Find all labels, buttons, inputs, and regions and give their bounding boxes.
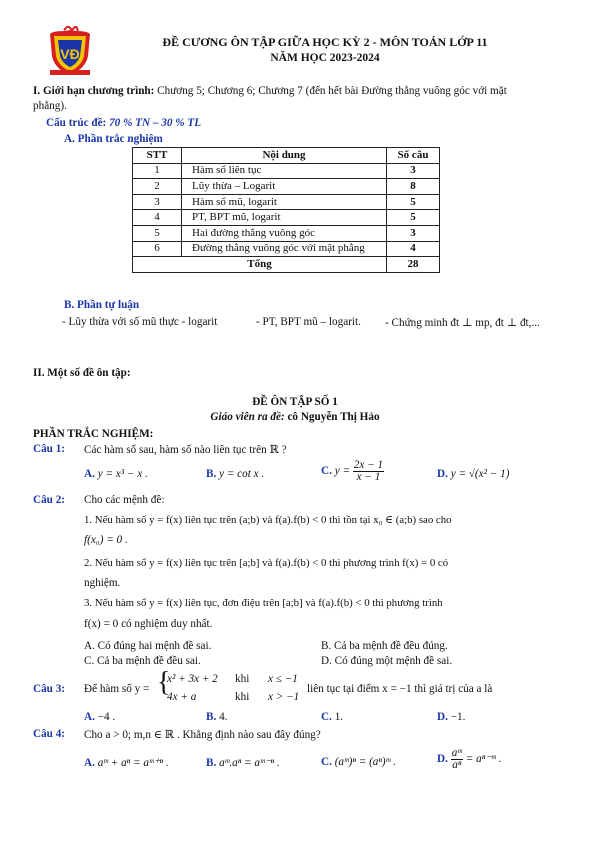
row-content: Hàm số liên tục xyxy=(182,163,387,179)
q2-option-a: A. Có đúng hai mệnh đề sai. xyxy=(84,640,212,652)
section-2-heading: II. Một số đề ôn tập: xyxy=(33,367,131,379)
q1-option-d: D. y = √(x² − 1) xyxy=(437,468,510,480)
part-b-heading: B. Phần tự luận xyxy=(64,299,140,311)
section-1-intro xyxy=(33,85,563,97)
section-1-text-cont: phẳng). xyxy=(33,100,67,112)
row-content: Hai đường thẳng vuông góc xyxy=(182,225,387,241)
structure-line xyxy=(46,117,201,129)
table-row xyxy=(133,241,440,257)
total-value: 28 xyxy=(387,257,440,273)
table-total-row xyxy=(133,257,440,273)
q3-case2-expr: 4x + a xyxy=(167,691,197,703)
school-logo xyxy=(44,26,96,78)
header-content: Nội dung xyxy=(182,148,387,164)
q2-statement-2: 2. Nếu hàm số y = f(x) liên tục trên [a;b] và f(a).f(b) < 0 thì phương trình f(x) = 0 có xyxy=(84,557,449,569)
section-1-text: Chương 5; Chương 6; Chương 7 (đến hết bài Đường thẳng vuông góc với mặt xyxy=(154,85,507,97)
document-year: NĂM HỌC 2023-2024 xyxy=(270,52,380,64)
row-content: Lũy thừa – Logarit xyxy=(182,179,387,195)
q4-option-c: C. (aᵐ)ⁿ = (aⁿ)ᵐ . xyxy=(321,756,396,768)
q4-option-a: A. aᵐ + aⁿ = aᵐ⁺ⁿ . xyxy=(84,757,169,769)
q2-label: Câu 2: xyxy=(33,494,66,506)
essay-item-2: - PT, BPT mũ – logarit. xyxy=(256,316,361,328)
row-stt: 1 xyxy=(133,163,182,179)
exam-title: ĐỀ ÔN TẬP SỐ 1 xyxy=(252,396,338,408)
school-logo-graphic xyxy=(44,26,96,78)
row-stt: 4 xyxy=(133,210,182,226)
table-row xyxy=(133,163,440,179)
mc-topics-table xyxy=(132,147,440,273)
q1-c-fraction: $\frac{2x - 1}{x - 1}$ xyxy=(353,459,384,483)
row-stt: 3 xyxy=(133,194,182,210)
q3-case1-word: khi xyxy=(235,673,250,685)
q3-prefix: Để hàm số y = xyxy=(84,683,150,695)
table-row xyxy=(133,225,440,241)
row-count: 5 xyxy=(387,194,440,210)
q4-d-fraction: $\frac{\text{aᵐ}}{\text{aⁿ}}$ xyxy=(451,747,462,771)
q2-statement-1: 1. Nếu hàm số y = f(x) liên tục trên (a;b) và f(a).f(b) < 0 thì tồn tại x₀ ∈ (a;b) sao cho xyxy=(84,514,452,526)
section-1-heading: I. Giới hạn chương trình: xyxy=(33,85,155,97)
q2-option-b: B. Cả ba mệnh đề đều đúng. xyxy=(321,640,448,652)
row-count: 4 xyxy=(387,241,440,257)
q2-option-d: D. Có đúng một mệnh đề sai. xyxy=(321,655,453,667)
table-row xyxy=(133,179,440,195)
teacher-name: cô Nguyễn Thị Hảo xyxy=(284,411,380,423)
table-header-row xyxy=(133,148,440,164)
table-row xyxy=(133,194,440,210)
teacher-line xyxy=(150,411,440,423)
q1-text: Các hàm số sau, hàm số nào liên tục trên ℝ ? xyxy=(84,444,287,456)
q3-option-a: A. −4 . xyxy=(84,711,116,723)
q3-option-d: D. −1. xyxy=(437,711,466,723)
header-count: Số câu xyxy=(387,148,440,164)
q3-suffix: liên tục tại điểm x = −1 thì giá trị của a là xyxy=(307,683,493,695)
q3-case1-cond: x ≤ −1 xyxy=(268,673,298,685)
row-stt: 6 xyxy=(133,241,182,257)
document-title: ĐỀ CƯƠNG ÔN TẬP GIỮA HỌC KỲ 2 - MÔN TOÁN LỚP 11 xyxy=(162,35,488,49)
q3-case2-cond: x > −1 xyxy=(268,691,300,703)
q2-text: Cho các mệnh đề: xyxy=(84,494,165,506)
part-a-heading: A. Phần trắc nghiệm xyxy=(64,133,163,145)
table-row xyxy=(133,210,440,226)
row-count: 8 xyxy=(387,179,440,195)
logo-text: VĐ xyxy=(60,46,80,62)
q3-case2-word: khi xyxy=(235,691,250,703)
q4-option-d: D. $\frac{\text{aᵐ}}{\text{aⁿ}}$ = aⁿ⁻ᵐ . xyxy=(437,747,502,771)
row-stt: 5 xyxy=(133,225,182,241)
row-count: 3 xyxy=(387,163,440,179)
row-content: Hàm số mũ, logarit xyxy=(182,194,387,210)
q1-label: Câu 1: xyxy=(33,443,66,455)
q2-statement-3: 3. Nếu hàm số y = f(x) liên tục, đơn điệu trên [a;b] và f(a).f(b) < 0 thì phương trình xyxy=(84,597,443,609)
row-count: 5 xyxy=(387,210,440,226)
structure-label: Cấu trúc đề: xyxy=(46,117,107,129)
q2-option-c: C. Cả ba mệnh đề đều sai. xyxy=(84,655,201,667)
q3-label: Câu 3: xyxy=(33,683,66,695)
q3-option-b: B. 4. xyxy=(206,711,228,723)
row-content: PT, BPT mũ, logarit xyxy=(182,210,387,226)
q3-brace: { xyxy=(157,667,171,698)
q1-option-c: C. y = $\frac{2x - 1}{x - 1}$ xyxy=(321,459,384,483)
header-stt: STT xyxy=(133,148,182,164)
essay-item-3: - Chứng minh đt ⊥ mp, đt ⊥ đt,... xyxy=(385,317,540,329)
q3-case1-expr: x² + 3x + 2 xyxy=(167,673,218,685)
mc-heading: PHẦN TRẮC NGHIỆM: xyxy=(33,428,154,440)
q3-option-c: C. 1. xyxy=(321,711,344,723)
row-count: 3 xyxy=(387,225,440,241)
row-content: Đường thẳng vuông góc với mặt phẳng xyxy=(182,241,387,257)
q2-statement-1-cont: f(x₀) = 0 . xyxy=(84,534,128,546)
q1-option-a: A. y = x³ − x . xyxy=(84,468,148,480)
q2-statement-3-cont: f(x) = 0 có nghiệm duy nhất. xyxy=(84,618,213,630)
q4-text: Cho a > 0; m,n ∈ ℝ . Khẳng định nào sau đây đúng? xyxy=(84,729,321,741)
q1-option-b: B. y = cot x . xyxy=(206,468,265,480)
q4-option-b: B. aᵐ.aⁿ = aᵐ⁻ⁿ . xyxy=(206,757,280,769)
structure-value: 70 % TN – 30 % TL xyxy=(106,117,202,129)
q4-label: Câu 4: xyxy=(33,728,66,740)
teacher-label: Giáo viên ra đề: xyxy=(210,411,285,423)
total-label: Tổng xyxy=(133,257,387,273)
q2-statement-2-cont: nghiệm. xyxy=(84,577,121,589)
essay-item-1: - Lũy thừa với số mũ thực - logarit xyxy=(62,316,218,328)
row-stt: 2 xyxy=(133,179,182,195)
